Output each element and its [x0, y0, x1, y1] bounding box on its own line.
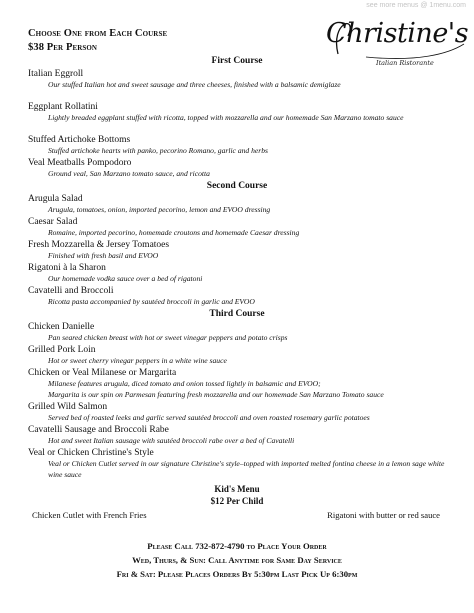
order-pickup-line: Fri & Sat: Please Places Orders By 5:30pm Last Pick Up 6:30pm — [116, 569, 358, 579]
menu-item-description: Ground veal, San Marzano tomato sauce, and ricotta — [48, 169, 210, 178]
menu-item-description: Finished with fresh basil and EVOO — [48, 251, 159, 260]
order-phone-line: Please Call 732-872-4790 to Place Your Order — [147, 541, 327, 551]
menu-item-name: Grilled Pork Loin — [28, 345, 96, 355]
menu-item-description: Milanese features arugula, diced tomato and onion tossed lightly in balsamic and EVOO; — [48, 379, 321, 388]
order-hours-line: Wed, Thurs, & Sun: Call Anytime for Same Day Service — [132, 555, 342, 565]
menu-item-name: Arugula Salad — [28, 194, 83, 204]
menu-item-description: Margarita is our spin on Parmesan featuring fresh mozzarella and our homemade San Marzano Tomato sauce — [48, 390, 384, 399]
kids-menu-price: $12 Per Child — [210, 496, 264, 506]
menu-item-name: Stuffed Artichoke Bottoms — [28, 135, 131, 145]
menu-item-name: Rigatoni à la Sharon — [28, 263, 106, 273]
menu-item-description: Our homemade vodka sauce over a bed of rigatoni — [48, 274, 203, 283]
menu-item-name: Eggplant Rollatini — [28, 102, 98, 112]
menu-item-name: Italian Eggroll — [28, 69, 84, 79]
menu-item-name: Grilled Wild Salmon — [28, 402, 108, 412]
kids-menu-heading: Kid's Menu — [214, 484, 260, 494]
menu-item-description: Stuffed artichoke hearts with panko, pecorino Romano, garlic and herbs — [48, 146, 268, 155]
menu-item-description: Hot and sweet Italian sausage with sautéed broccoli rabe over a bed of Cavatelli — [48, 436, 295, 445]
menu-item-description: Our stuffed Italian hot and sweet sausage and three cheeses, finished with a balsamic demiglaze — [48, 80, 341, 89]
menu-item-name: Fresh Mozzarella & Jersey Tomatoes — [28, 240, 170, 250]
menu-item-description: Pan seared chicken breast with hot or sweet vinegar peppers and potato crisps — [48, 333, 288, 342]
kids-item-left: Chicken Cutlet with French Fries — [32, 510, 147, 520]
menu-item-description: Hot or sweet cherry vinegar peppers in a white wine sauce — [48, 356, 227, 365]
menu-item-description: Romaine, imported pecorino, homemade croutons and homemade Caesar dressing — [48, 228, 300, 237]
logo-subtitle: Italian Ristorante — [376, 59, 434, 67]
kids-item-right: Rigatoni with butter or red sauce — [327, 510, 440, 520]
menu-item-name: Cavatelli Sausage and Broccoli Rabe — [28, 425, 169, 435]
menu-item-description: Arugula, tomatoes, onion, imported pecorino, lemon and EVOO dressing — [48, 205, 271, 214]
logo-wordmark: Christine's — [326, 18, 469, 49]
menu-item-name: Veal Meatballs Pompodoro — [28, 158, 132, 168]
menu-item-description: Ricotta pasta accompanied by sautéed broccoli in garlic and EVOO — [48, 297, 255, 306]
course-heading-first: First Course — [211, 56, 263, 66]
menu-item-name: Chicken Danielle — [28, 322, 95, 332]
menu-item-name: Veal or Chicken Christine's Style — [28, 448, 154, 458]
price-per-person: $38 Per Person — [28, 42, 98, 53]
menu-item-name: Cavatelli and Broccoli — [28, 286, 114, 296]
menu-item-name: Caesar Salad — [28, 217, 78, 227]
watermark: see more menus @ 1menu.com — [366, 2, 466, 9]
course-heading-third: Third Course — [209, 309, 265, 319]
menu-item-description: Lightly breaded eggplant stuffed with ricotta, topped with mozzarella and our homemade San Marzano tomato sauce — [48, 113, 404, 122]
menu-item-description: Served bed of roasted leeks and garlic served sautéed broccoli and oven roasted rosemary garlic potatoes — [48, 413, 370, 422]
menu-item-name: Chicken or Veal Milanese or Margarita — [28, 368, 177, 378]
pricing-headline: Choose One from Each Course — [28, 28, 168, 39]
course-heading-second: Second Course — [206, 181, 268, 191]
menu-item-description: Veal or Chicken Cutlet served in our signature Christine's style–topped with imported melted fontina cheese in a lemon sage white wine sauce — [48, 459, 445, 479]
